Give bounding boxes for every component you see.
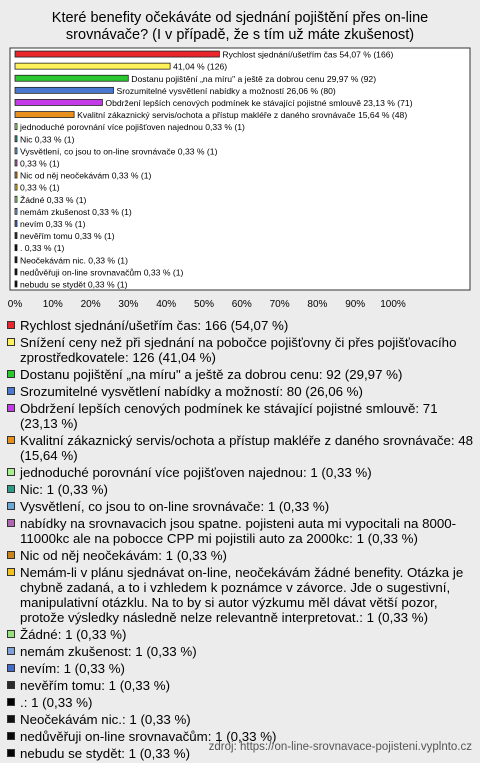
bar-14 (15, 208, 17, 214)
legend-item (6, 661, 474, 676)
bar-label-1: Rychlost sjednání/ušetřím čas 54,07 % (166) (222, 49, 394, 60)
legend-item (6, 565, 474, 625)
bar-label-14: nemám zkušenost 0,33 % (1) (20, 206, 132, 217)
bar-label-9: Vysvětlení, co jsou to on-line srovnávače 0,33 % (1) (20, 146, 218, 157)
source-note: zdroj: https://on-line-srovnavace-pojisteni.vyplnto.cz (208, 741, 472, 753)
legend-swatch (7, 749, 15, 757)
legend-label: Nic od něj neočekávám: 1 (0,33 %) (20, 548, 227, 563)
legend-swatch (7, 630, 15, 638)
legend-item (6, 695, 474, 710)
legend-item (6, 384, 474, 399)
bar-6 (15, 112, 74, 118)
plot-area (10, 48, 470, 290)
legend-swatch (7, 387, 15, 395)
legend-swatch (7, 647, 15, 655)
legend-swatch (7, 551, 15, 559)
legend-swatch (7, 321, 15, 329)
legend-label: nevím: 1 (0,33 %) (20, 661, 125, 676)
bar-7 (15, 124, 17, 130)
bar-3 (15, 75, 128, 81)
chart-title-line-1: Které benefity očekáváte od sjednání pojištění přes on-line (51, 10, 429, 26)
legend-swatch (7, 732, 15, 740)
legend-item (6, 712, 474, 727)
legend-swatch (7, 485, 15, 493)
legend-label: Neočekávám nic.: 1 (0,33 %) (20, 712, 191, 727)
bar-17 (15, 245, 17, 251)
bar-label-5: Obdržení lepších cenových podmínek ke stávající pojistné smlouvě 23,13 % (71) (105, 97, 413, 108)
legend-label: jednoduché porovnání více pojišťoven najednou: 1 (0,33 %) (20, 465, 372, 480)
legend-label: Vysvětlení, co jsou to on-line srovnávače: 1 (0,33 %) (20, 499, 330, 514)
legend-swatch (7, 404, 15, 412)
bar-label-12: 0,33 % (1) (20, 182, 60, 193)
bar-11 (15, 172, 17, 178)
x-tick-label-0pct: 0% (7, 299, 23, 310)
legend-swatch (7, 502, 15, 510)
legend-swatch (7, 519, 15, 527)
legend-label: Nic: 1 (0,33 %) (20, 482, 108, 497)
bar-1 (15, 51, 219, 57)
legend-swatch (7, 568, 15, 576)
legend-label: Srozumitelné vysvětlení nabídky a možností: 80 (26,06 %) (20, 384, 363, 399)
legend-label: Rychlost sjednání/ušetřím čas: 166 (54,07 %) (20, 318, 289, 333)
legend-swatch (7, 698, 15, 706)
x-tick-label-20pct: 20% (80, 299, 101, 310)
bar-label-16: nevěřím tomu 0,33 % (1) (20, 231, 115, 242)
legend-label: nemám zkušenost: 1 (0,33 %) (20, 644, 197, 659)
legend-item (6, 499, 474, 514)
legend-item (6, 678, 474, 693)
legend-item (6, 367, 474, 382)
bar-15 (15, 220, 17, 226)
legend-item (6, 627, 474, 642)
legend-label: Kvalitní zákaznický servis/ochota a přístup makléře z daného srovnávače: 48 (15,64 %) (20, 433, 474, 463)
bar-13 (15, 196, 17, 202)
legend-item (6, 401, 474, 431)
bar-20 (15, 281, 17, 287)
bar-chart (0, 0, 480, 318)
chart-title-line-2: srovnávače? (I v případě, že s tím už máte zkušenost) (65, 27, 415, 43)
bar-12 (15, 184, 17, 190)
bar-19 (15, 269, 17, 275)
legend-label: nabídky na srovnavacich jsou spatne. pojisteni auta mi vypocitali na 8000-11000kc ale na pobocce CPP mi pojistili auto za 2000kc: 1 (0,33 %) (20, 516, 457, 546)
legend-swatch (7, 338, 15, 346)
bar-5 (15, 99, 102, 105)
bar-label-20: nebudu se stydět 0,33 % (1) (20, 279, 128, 290)
bar-18 (15, 257, 17, 263)
legend-label: Snížení ceny než při sjednání na pobočce pojišťovny či přes pojišťovacího zprostředkovatele: 126 (41,04 %) (20, 335, 457, 365)
legend-swatch (7, 436, 15, 444)
bar-label-7: jednoduché porovnání více pojišťoven najednou 0,33 % (1) (20, 122, 245, 133)
legend-item (6, 335, 474, 365)
legend-item (6, 644, 474, 659)
legend-label: nebudu se stydět: 1 (0,33 %) (20, 746, 191, 761)
legend-item (6, 318, 474, 333)
bar-16 (15, 233, 17, 239)
x-tick-label-10pct: 10% (42, 299, 63, 310)
legend-label: Dostanu pojištění „na míru" a ještě za dobrou cenu: 92 (29,97 %) (20, 367, 403, 382)
bar-label-13: Žádné 0,33 % (1) (20, 194, 87, 205)
x-tick-label-60pct: 60% (231, 299, 252, 310)
x-tick-label-70pct: 70% (269, 299, 290, 310)
x-tick-label-30pct: 30% (118, 299, 139, 310)
bar-2 (15, 63, 170, 69)
bar-8 (15, 136, 17, 142)
bar-label-8: Nic 0,33 % (1) (20, 134, 75, 145)
legend-swatch (7, 370, 15, 378)
x-tick-label-40pct: 40% (156, 299, 177, 310)
legend-item (6, 516, 474, 546)
legend-item (6, 433, 474, 463)
bar-label-19: nedůvěřuji on-line srovnavačům 0,33 % (1) (20, 267, 184, 278)
bar-9 (15, 148, 17, 154)
legend-label: Nemám-li v plánu sjednávat on-line, neočekávám žádné benefity. Otázka je chybně zadaná, a to i vzhledem k poznámce v závorce. Jde o sugestivní, manipulativní otázklu. Na to by si autor výzkumu měl dávat větší pozor, protože výsledky následně nelze relevantně interpretovat.: 1 (0,33 %) (20, 565, 464, 625)
legend-swatch (7, 664, 15, 672)
legend-item (6, 482, 474, 497)
x-tick-label-100pct: 100% (380, 299, 406, 310)
legend-swatch (7, 468, 15, 476)
legend-label: nevěřím tomu: 1 (0,33 %) (20, 678, 171, 693)
legend-label: nedůvěřuji on-line srovnavačům: 1 (0,33 %) (20, 729, 277, 744)
legend-label: .: 1 (0,33 %) (20, 695, 93, 710)
bar-label-18: Neočekávám nic. 0,33 % (1) (20, 255, 128, 266)
bar-label-15: nevím 0,33 % (1) (20, 218, 86, 229)
bar-10 (15, 160, 17, 166)
legend-label: Žádné: 1 (0,33 %) (20, 627, 127, 642)
bar-label-3: Dostanu pojištění „na míru" a ještě za dobrou cenu 29,97 % (92) (131, 73, 377, 84)
x-tick-label-80pct: 80% (307, 299, 328, 310)
legend-item (6, 465, 474, 480)
bar-label-6: Kvalitní zákaznický servis/ochota a přístup makléře z daného srovnávače 15,64 % (48) (77, 110, 408, 121)
bar-label-11: Nic od něj neočekávám 0,33 % (1) (20, 170, 152, 181)
bar-label-4: Srozumitelné vysvětlení nabídky a možností 26,06 % (80) (116, 85, 336, 96)
bar-label-2: 41,04 % (126) (173, 61, 228, 72)
x-tick-label-50pct: 50% (193, 299, 215, 310)
chart-legend (6, 318, 474, 763)
legend-item (6, 548, 474, 563)
bar-4 (15, 87, 114, 93)
legend-swatch (7, 715, 15, 723)
bar-label-17: . 0,33 % (1) (20, 243, 65, 254)
bar-label-10: 0,33 % (1) (20, 158, 60, 169)
legend-swatch (7, 681, 15, 689)
x-tick-label-90pct: 90% (345, 299, 366, 310)
legend-label: Obdržení lepších cenových podmínek ke stávající pojistné smlouvě: 71 (23,13 %) (20, 401, 438, 431)
